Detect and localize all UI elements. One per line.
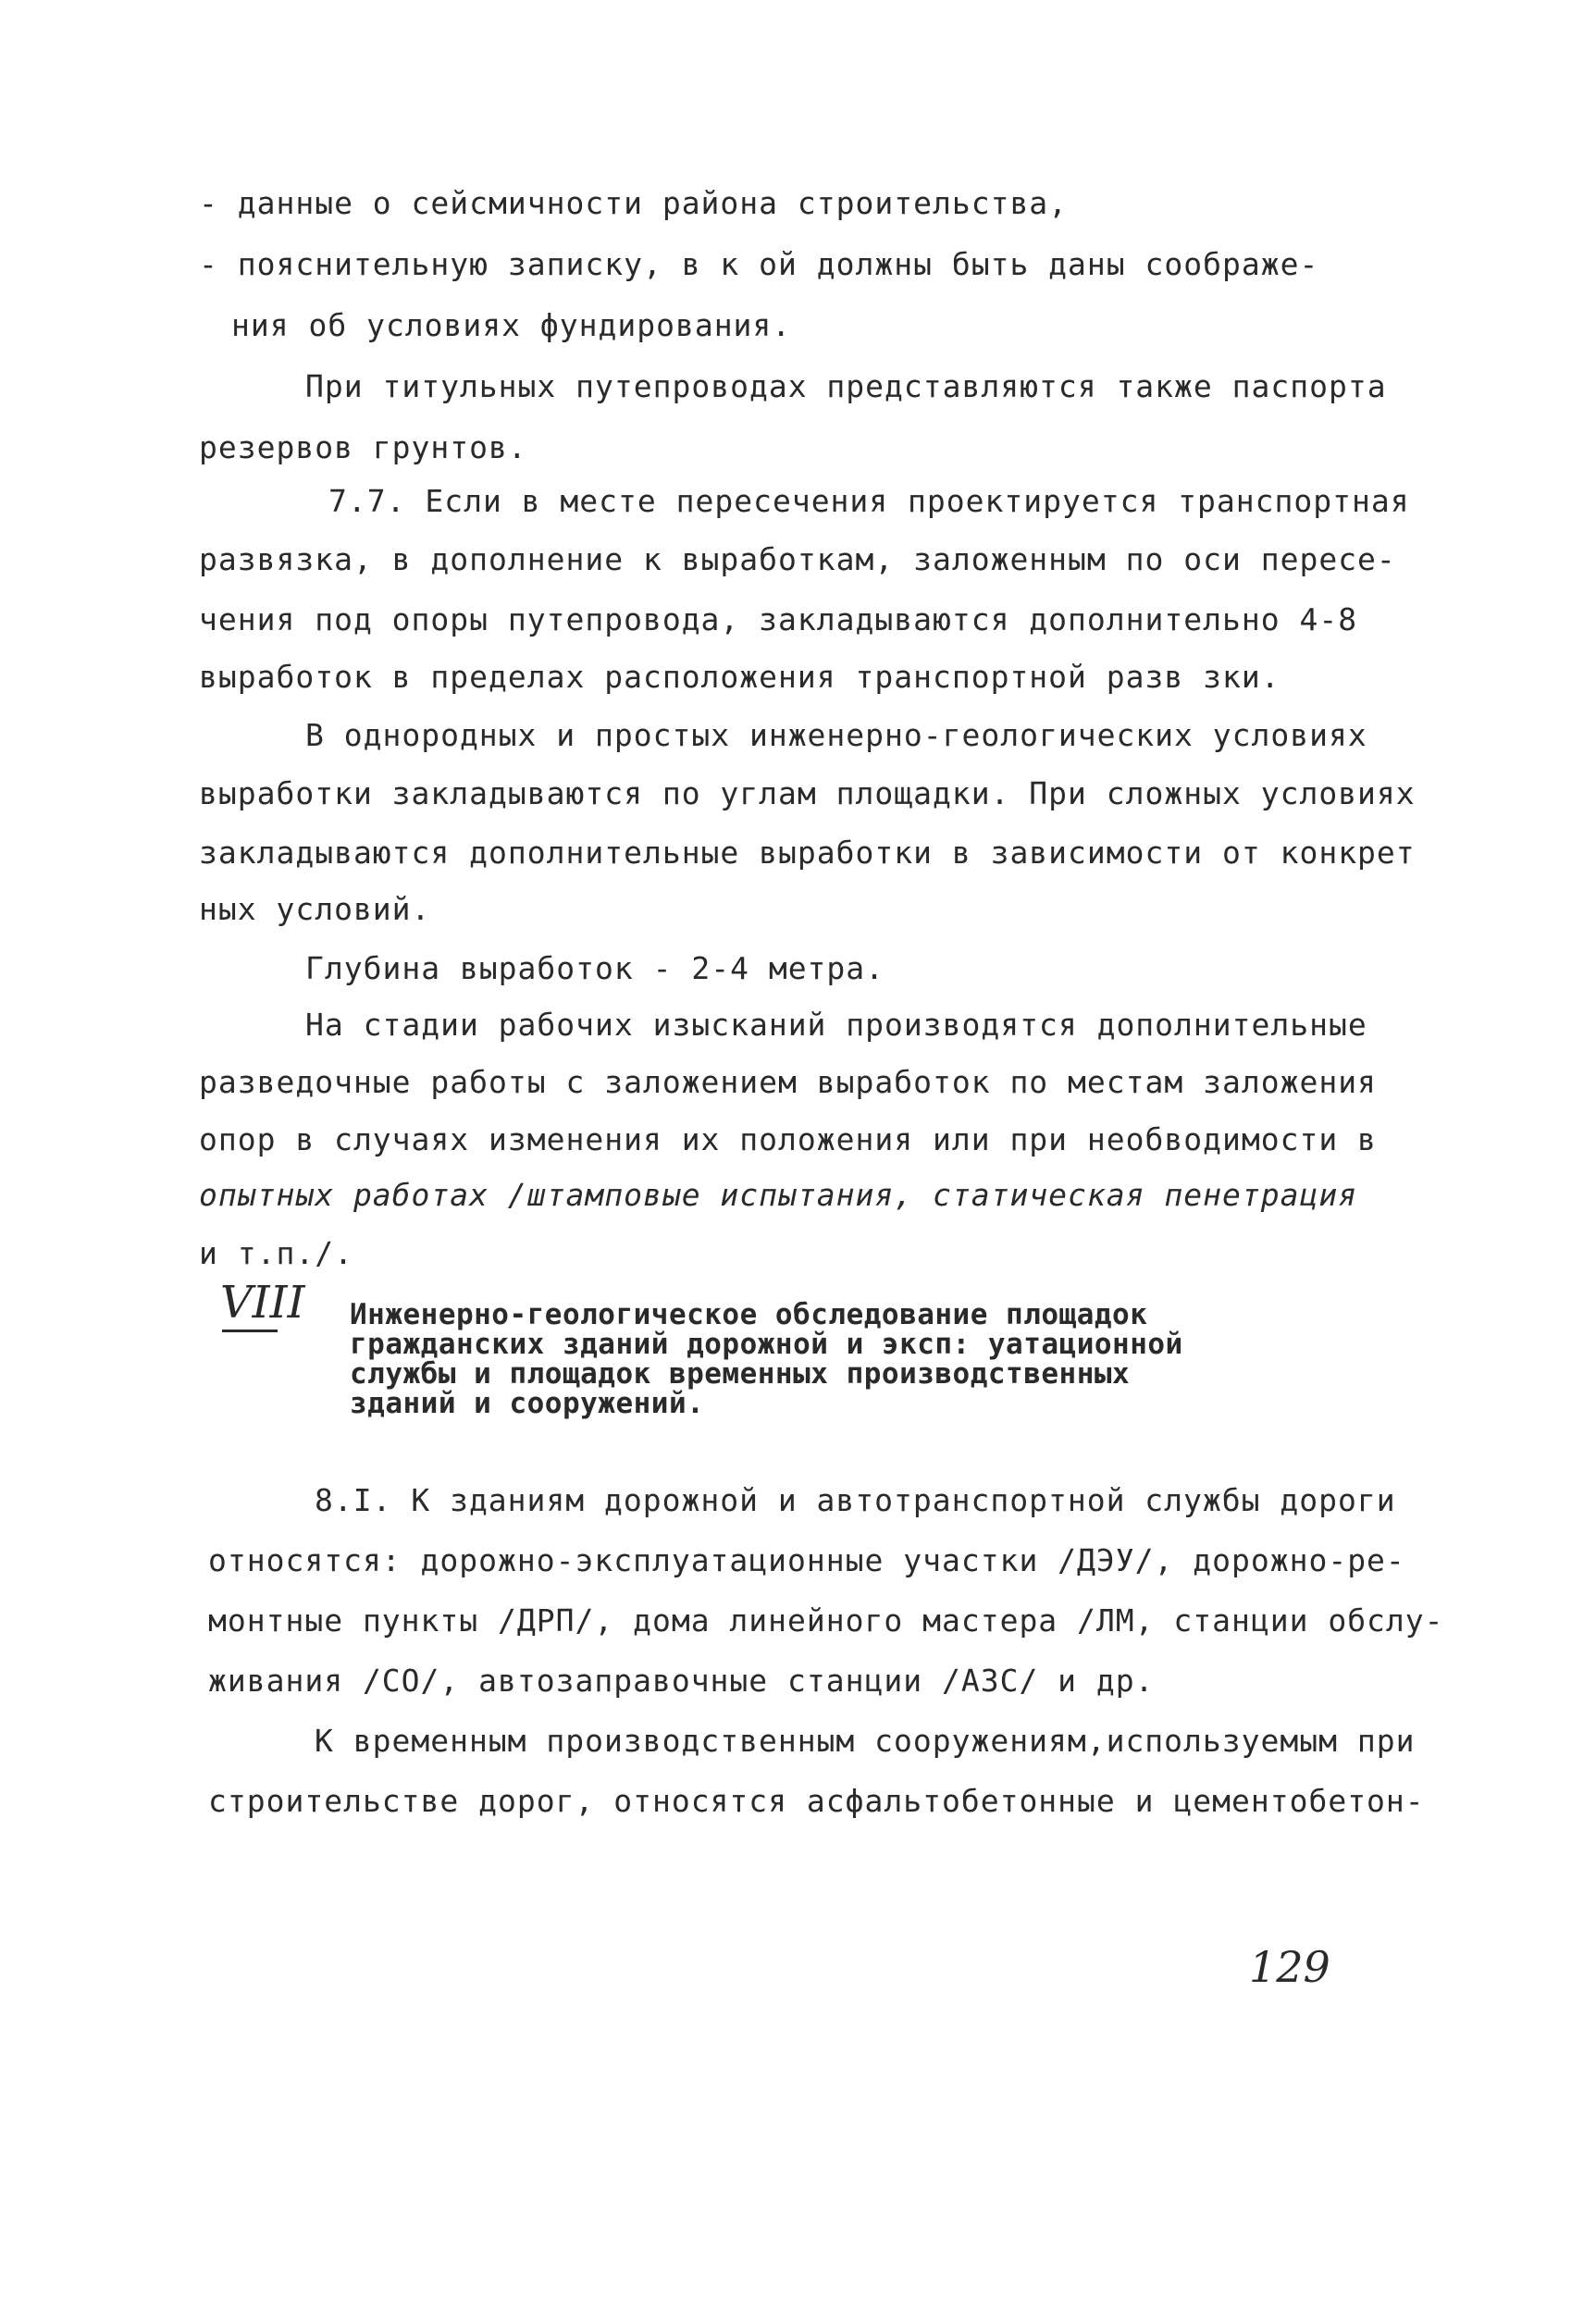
text-line-6: 7.7. Если в месте пересечения проектируется транспортная — [328, 483, 1410, 519]
text-line-18: опытных работах /штамповые испытания, статическая пенетрация — [199, 1177, 1358, 1213]
text-line-7: развязка, в дополнение к выработкам, заложенным по оси пересе- — [199, 541, 1396, 577]
section-number-underline — [222, 1330, 278, 1332]
text-line-3: ния об условиях фундирования. — [231, 307, 792, 343]
text-line-19: и т.п./. — [199, 1235, 353, 1271]
page-number: 129 — [1249, 1942, 1330, 1992]
text-line-10: В однородных и простых инженерно-геологических условиях — [305, 717, 1367, 753]
text-line-14: Глубина выработок - 2-4 метра. — [305, 950, 885, 986]
text-line-12: закладываются дополнительные выработки в зависимости от конкрет — [199, 835, 1416, 871]
text-line-15: На стадии рабочих изысканий производятся дополнительные — [305, 1007, 1367, 1043]
text-line-17: опор в случаях изменения их положения или при необводимости в — [199, 1121, 1377, 1157]
text-line-23: живания /СО/, автозаправочные станции /АЗС/ и др. — [208, 1663, 1155, 1699]
text-line-1: - данные о сейсмичности района строительства, — [199, 185, 1069, 221]
section-heading-line-2: гражданских зданий дорожной и эксп: уатационной — [350, 1328, 1183, 1361]
section-heading-line-4: зданий и сооружений. — [350, 1387, 705, 1420]
text-line-5: резервов грунтов. — [199, 429, 527, 465]
section-heading-line-3: службы и площадок временных производственных — [350, 1357, 1131, 1391]
section-number: VIII — [220, 1277, 305, 1329]
text-line-8: чения под опоры путепровода, закладываются дополнительно 4-8 — [199, 601, 1358, 637]
text-line-9: выработок в пределах расположения транспортной разв зки. — [199, 659, 1281, 695]
text-line-11: выработки закладываются по углам площадки. При сложных условиях — [199, 775, 1416, 811]
section-heading-line-1: Инженерно-геологическое обследование площадок — [350, 1298, 1148, 1331]
text-line-21: относятся: дорожно-эксплуатационные участки /ДЭУ/, дорожно-ре- — [208, 1542, 1405, 1578]
text-line-24: К временным производственным сооружениям,используемым при — [315, 1723, 1416, 1759]
text-line-25: строительстве дорог, относятся асфальтобетонные и цементобетон- — [208, 1783, 1425, 1819]
text-line-2: - пояснительную записку, в к ой должны быть даны соображе- — [199, 246, 1319, 282]
text-line-16: разведочные работы с заложением выработок по местам заложения — [199, 1064, 1377, 1100]
text-line-4: При титульных путепроводах представляются также паспорта — [305, 368, 1387, 404]
text-line-22: монтные пункты /ДРП/, дома линейного мастера /ЛМ, станции обслу- — [208, 1602, 1444, 1639]
text-line-13: ных условий. — [199, 891, 431, 927]
text-line-20: 8.I. К зданиям дорожной и автотранспортной службы дороги — [315, 1482, 1396, 1518]
